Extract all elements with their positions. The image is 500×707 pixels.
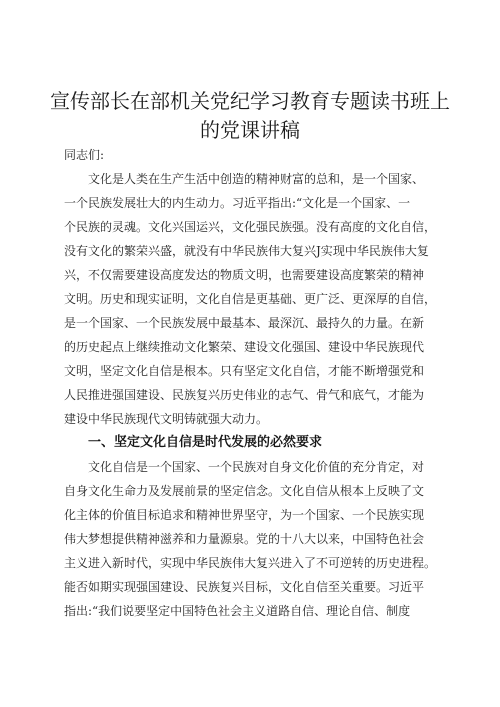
document-title-line-2: 的党课讲稿 [200, 118, 300, 142]
paragraph-2-line: 能否如期实现强国建设、民族复兴目标，文化自信至关重要。习近平 [64, 580, 425, 594]
paragraph-1-line: 没有文化的繁荣兴盛，就没有中华民族伟大复兴J实现中华民族伟大复 [64, 244, 429, 258]
paragraph-1-line: 文化是人类在生产生活中创造的精神财富的总和，是一个国家、 [88, 172, 425, 186]
paragraph-1-line: 是一个国家、一个民族发展中最基本、最深沉、最持久的力量。在新 [64, 316, 425, 330]
paragraph-1-line: 建设中华民族现代文明铸就强大动力。 [64, 412, 269, 426]
paragraph-2-line: 指出:“我们说要坚定中国特色社会主义道路自信、理论自信、制度 [64, 604, 411, 618]
paragraph-1-line: 一个民族发展壮大的内生动力。习近平指出:“文化是一个国家、一 [64, 196, 411, 210]
salutation: 同志们: [64, 148, 105, 162]
paragraph-1-line: 个民族的灵魂。文化兴国运兴，文化强民族强。没有高度的文化自信， [64, 220, 437, 234]
paragraph-1-line: 文明，坚定文化自信是根本。只有坚定文化自信，才能不断增强党和 [64, 364, 425, 378]
document-title-line-1: 宣传部长在部机关党纪学习教育专题读书班上 [50, 89, 450, 113]
paragraph-2-line: 自身文化生命力及发展前景的坚定信念。文化自信从根本上反映了文 [64, 484, 425, 498]
paragraph-2-line: 主义进入新时代，实现中华民族伟大复兴进入了不可逆转的历史进程。 [64, 556, 437, 570]
paragraph-2-line: 伟大梦想提供精神滋养和力量源泉。党的十八大以来，中国特色社会 [64, 532, 425, 546]
paragraph-1-line: 的历史起点上继续推动文化繁荣、建设文化强国、建设中华民族现代 [64, 340, 425, 354]
paragraph-2-line: 文化自信是一个国家、一个民族对自身文化价值的充分肯定，对 [88, 460, 425, 474]
paragraph-1-line: 人民推进强国建设、民族复兴历史伟业的志气、骨气和底气，才能为 [64, 388, 425, 402]
paragraph-1-line: 兴，不仅需要建设高度发达的物质文明，也需要建设高度繁荣的精神 [64, 268, 425, 282]
paragraph-2-line: 化主体的价值目标追求和精神世界坚守，为一个国家、一个民族实现 [64, 508, 425, 522]
section-heading-1: 一、坚定文化自信是时代发展的必然要求 [88, 435, 323, 450]
paragraph-1-line: 文明。历史和现实证明，文化自信是更基础、更广泛、更深厚的自信， [64, 292, 437, 306]
